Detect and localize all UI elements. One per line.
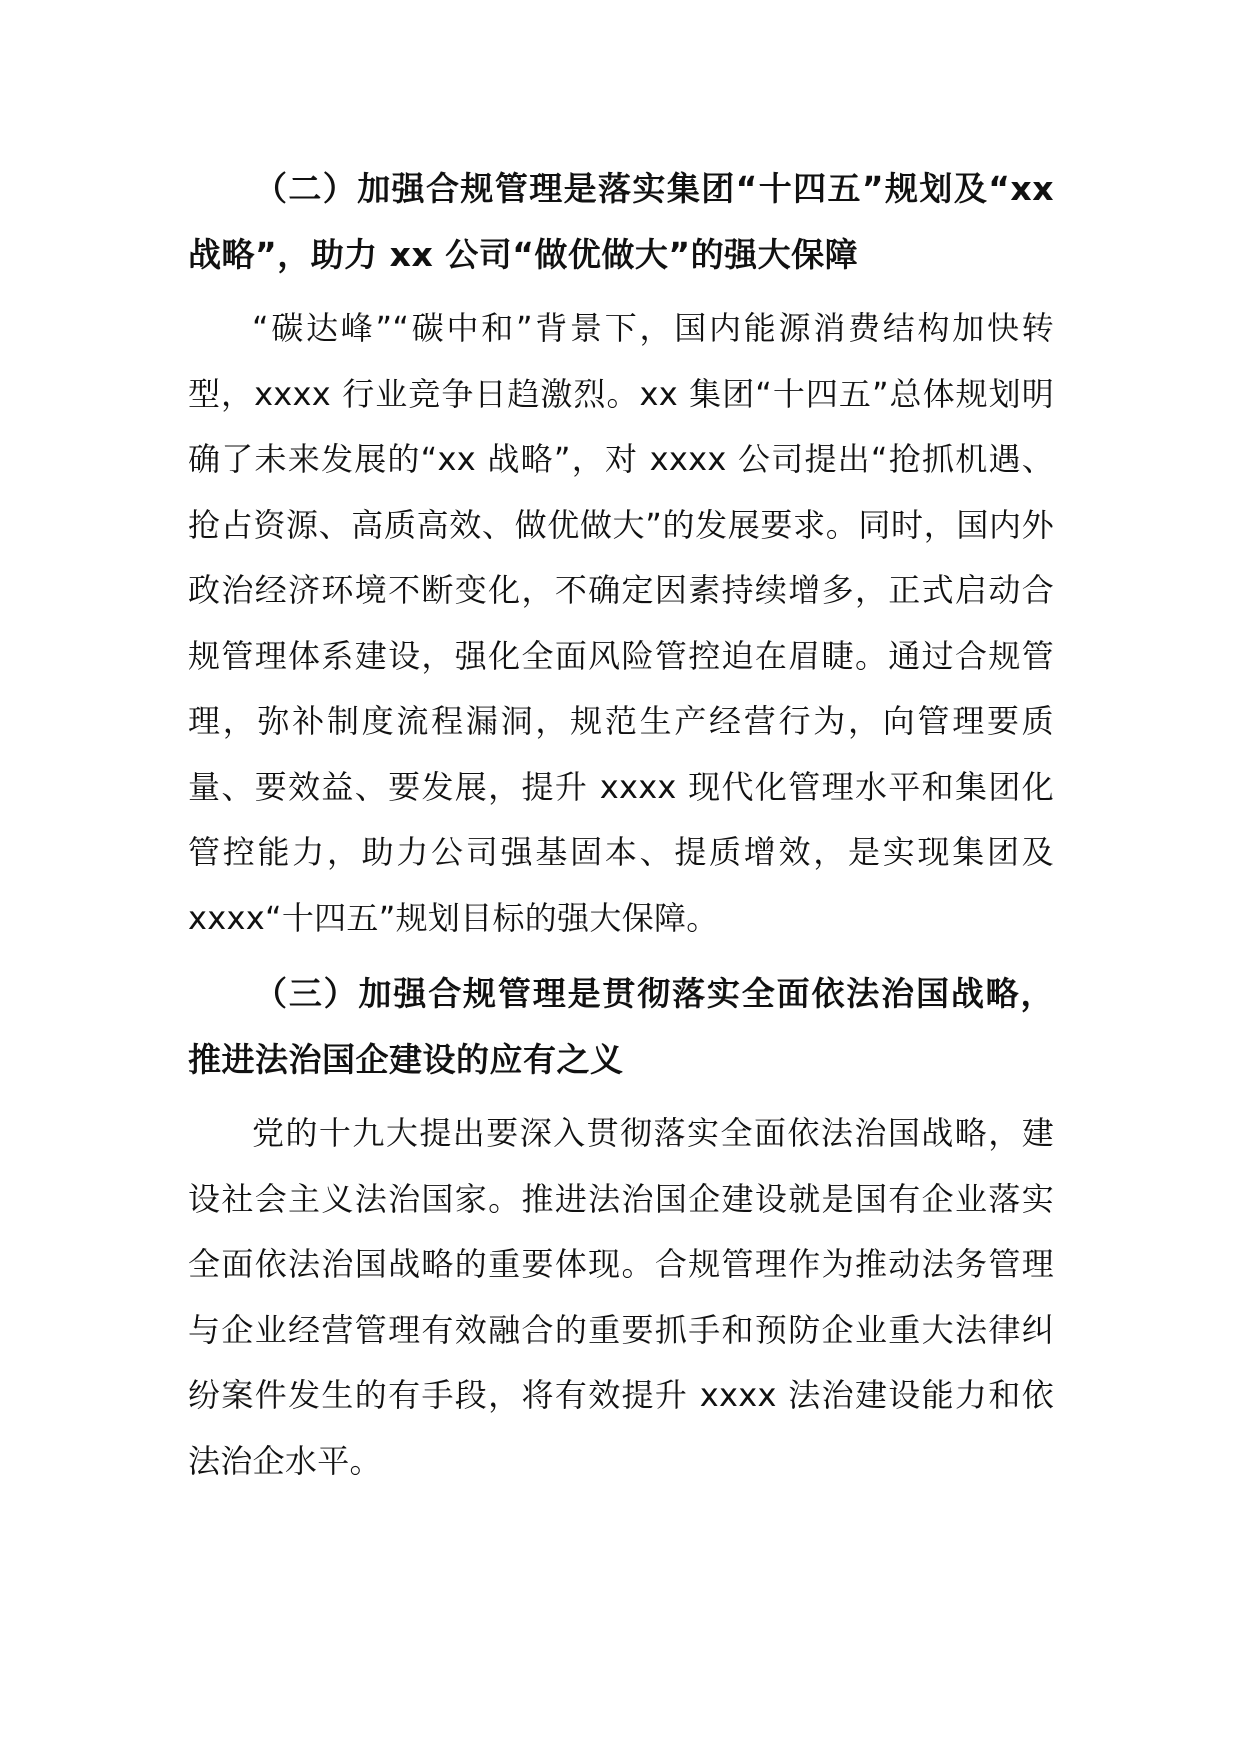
- section-heading-3: （三）加强合规管理是贯彻落实全面依法治国战略，推进法治国企建设的应有之义: [188, 974, 1054, 1079]
- section-paragraph-3: 党的十九大提出要深入贯彻落实全面依法治国战略，建设社会主义法治国家。推进法治国企建设就是国有企业落实全面依法治国战略的重要体现。合规管理作为推动法务管理与企业经营管理有效融合的重要抓手和预防企业重大法律纠纷案件发生的有手段，将有效提升 xxxx 法治建设能力和依法治企水平。: [188, 1114, 1054, 1480]
- section-paragraph-2: “碳达峰”“碳中和”背景下，国内能源消费结构加快转型，xxxx 行业竞争日趋激烈。xx 集团“十四五”总体规划明确了未来发展的“xx 战略”，对 xxxx 公司提出“抢抓机遇、抢占资源、高质高效、做优做大”的发展要求。同时，国内外政治经济环境不断变化，不确定因素持续增多，正式启动合规管理体系建设，强化全面风险管控迫在眉睫。通过合规管理，弥补制度流程漏洞，规范生产经营行为，向管理要质量、要效益、要发展，提升 xxxx 现代化管理水平和集团化管控能力，助力公司强基固本、提质增效，是实现集团及 xxxx“十四五”规划目标的强大保障。: [188, 309, 1054, 937]
- section-heading-2: （二）加强合规管理是落实集团“十四五”规划及“xx战略”，助力 xx 公司“做优做大”的强大保障: [188, 169, 1054, 274]
- document-body: [188, 156, 1054, 1494]
